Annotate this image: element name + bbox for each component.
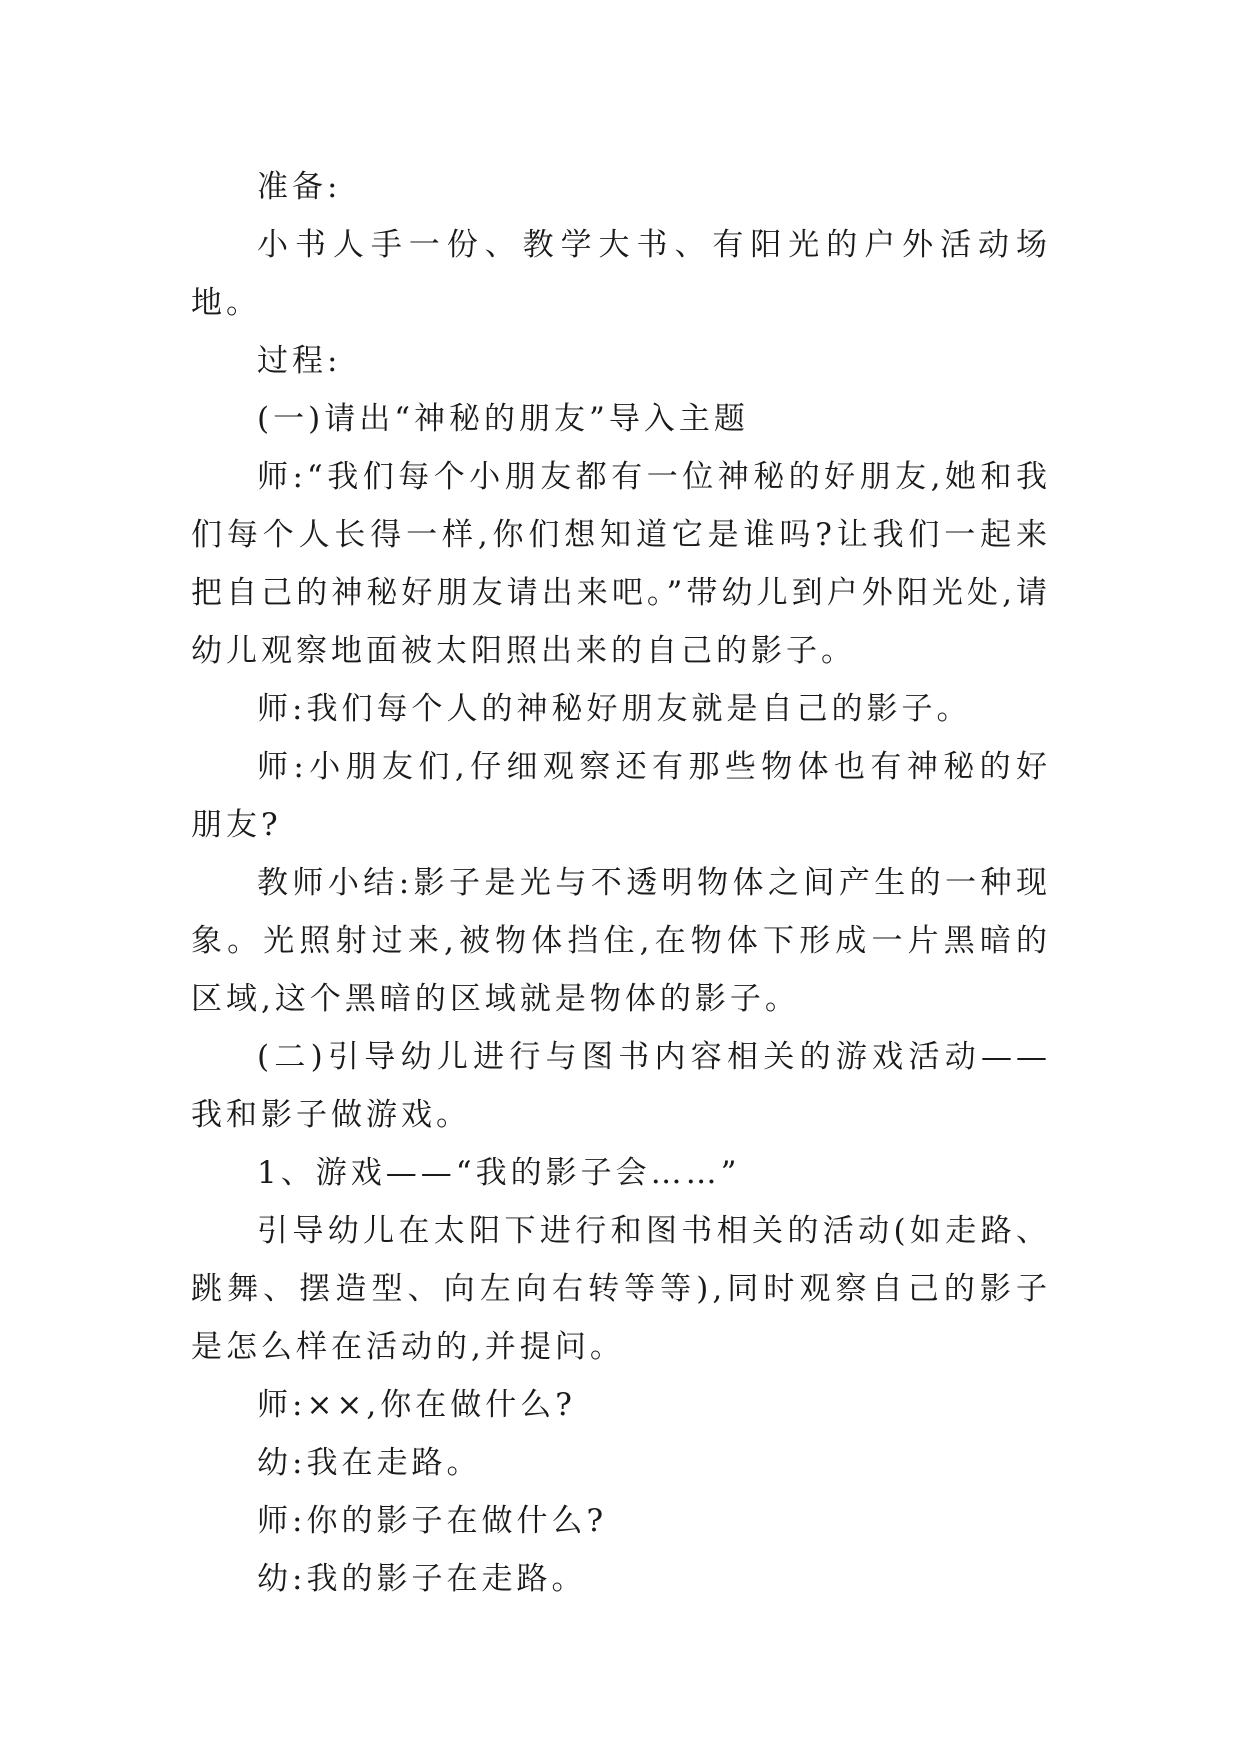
paragraph: 师:“我们每个小朋友都有一位神秘的好朋友,她和我们每个人长得一样,你们想知道它是谁吗?让我们一起来把自己的神秘好朋友请出来吧。”带幼儿到户外阳光处,请幼儿观察地面被太阳照出来的自己的影子。: [191, 459, 1051, 669]
paragraph: 师:××,你在做什么?: [257, 1387, 576, 1423]
paragraph: 过程:: [257, 343, 342, 379]
paragraph: 幼:我在走路。: [257, 1445, 482, 1481]
paragraph: 幼:我的影子在走路。: [257, 1561, 587, 1597]
paragraph: 师:我们每个人的神秘好朋友就是自己的影子。: [257, 691, 972, 727]
paragraph: 师:你的影子在做什么?: [257, 1503, 608, 1539]
paragraph: 引导幼儿在太阳下进行和图书相关的活动(如走路、跳舞、摆造型、向左向右转等等),同时观察自己的影子是怎么样在活动的,并提问。: [191, 1213, 1051, 1365]
paragraph: 小书人手一份、教学大书、有阳光的户外活动场地。: [191, 227, 1051, 321]
paragraph: 1、游戏——“我的影子会……”: [257, 1155, 741, 1191]
paragraph: 准备:: [257, 169, 342, 205]
paragraph: 教师小结:影子是光与不透明物体之间产生的一种现象。光照射过来,被物体挡住,在物体下形成一片黑暗的区域,这个黑暗的区域就是物体的影子。: [191, 865, 1051, 1017]
paragraph: (二)引导幼儿进行与图书内容相关的游戏活动——我和影子做游戏。: [191, 1039, 1051, 1133]
document-body: [191, 158, 1051, 1608]
paragraph: 师:小朋友们,仔细观察还有那些物体也有神秘的好朋友?: [191, 749, 1051, 843]
paragraph: (一)请出“神秘的朋友”导入主题: [257, 401, 749, 437]
